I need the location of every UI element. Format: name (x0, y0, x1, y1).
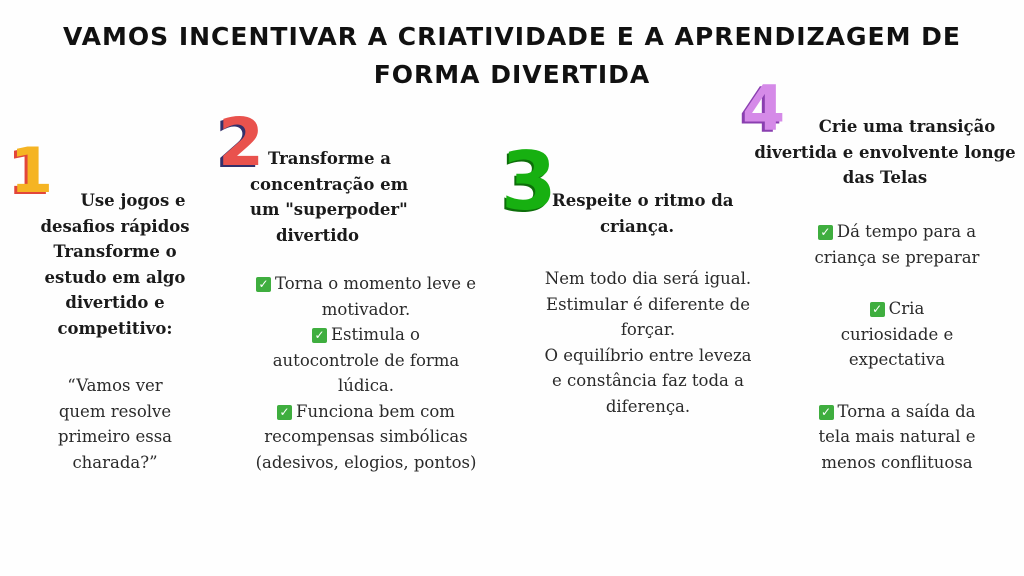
list-item: ✓ Estimula o autocontrole de forma lúdica. (272, 325, 460, 395)
list-item: ✓ Dá tempo para a criança se preparar (814, 222, 980, 267)
list-item: ✓ Funciona bem com recompensas simbólicas (adesivos, elogios, pontos) (255, 401, 477, 472)
page-title: VAMOS INCENTIVAR A CRIATIVIDADE E A APRENDIZAGEM DE FORMA DIVERTIDA (62, 22, 961, 89)
list-item: ✓ Torna a saída da tela mais natural e menos conflituosa (818, 401, 976, 472)
check-icon: ✓ (819, 405, 834, 420)
column-3-body: Nem todo dia será igual. Estimular é diferente de forçar. O equilíbrio entre leveza e constância faz toda a diferença. (544, 269, 752, 416)
column-1-body: “Vamos ver quem resolve primeiro essa charada?” (57, 376, 173, 472)
list-item: ✓ Torna o momento leve e motivador. (234, 271, 498, 322)
step-number-3: 3 (501, 135, 557, 228)
list-item: ✓ Cria curiosidade e expectativa (840, 299, 954, 369)
step-number-1: 1 (10, 134, 54, 207)
column-3-heading: Respeite o ritmo da criança. (552, 191, 734, 236)
check-icon: ✓ (277, 405, 292, 420)
check-icon: ✓ (818, 225, 833, 240)
column-2-heading: Transforme a concentração em um "superpoder" divertido (250, 149, 409, 245)
check-icon: ✓ (312, 328, 327, 343)
check-icon: ✓ (870, 302, 885, 317)
check-icon: ✓ (256, 277, 271, 292)
column-2-list (234, 271, 498, 475)
column-4-heading: Crie uma transição divertida e envolvente longe das Telas (754, 117, 1016, 187)
step-number-2: 2 (218, 104, 264, 181)
column-1-heading: Use jogos e desafios rápidos Transforme o estudo em algo divertido e competitivo: (40, 191, 190, 338)
column-4-list (786, 219, 1008, 475)
step-number-4: 4 (742, 72, 786, 145)
